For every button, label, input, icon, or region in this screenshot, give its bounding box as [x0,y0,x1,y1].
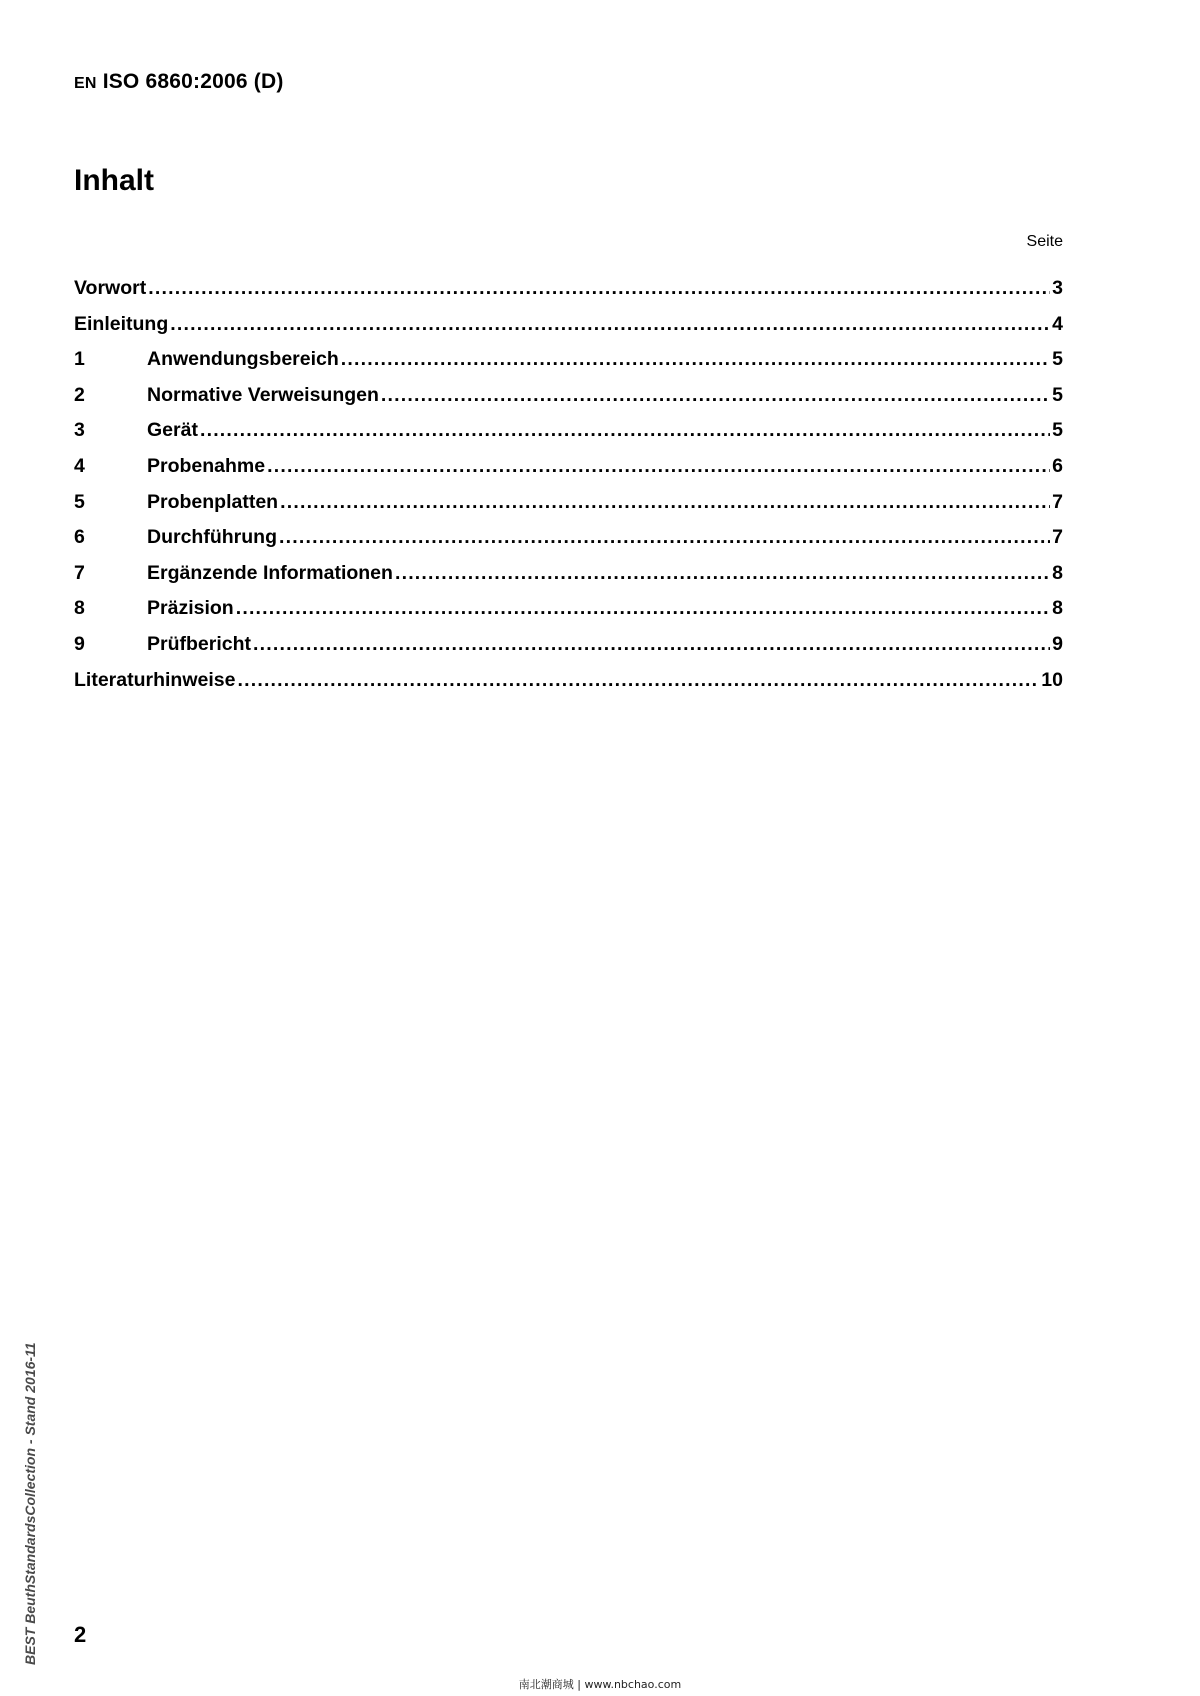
toc-entry[interactable] [74,449,1063,485]
toc-entry-number: 9 [74,632,85,655]
toc-entry-page: 7 [1052,490,1063,513]
toc-entry-label: Vorwort [74,277,147,299]
toc-entry-page: 8 [1052,597,1063,620]
toc-entry-label: Literaturhinweise [74,668,236,691]
toc-dot-leader [395,556,1050,592]
toc-entry-number: 1 [74,348,85,371]
toc-entry[interactable] [74,663,1063,699]
toc-entry-label: Probenplatten [147,490,279,513]
toc-entry-label: Probenahme [147,454,266,477]
toc-entry-label: Durchführung [147,526,277,549]
toc-dot-leader [381,378,1050,414]
document-header [74,70,284,94]
toc-entry-page: 9 [1052,632,1063,655]
toc-dot-leader [280,485,1050,521]
toc-dot-leader [341,342,1050,378]
toc-title: Inhalt [74,164,154,197]
toc-entry[interactable] [74,307,1063,343]
header-standard: ISO 6860:2006 (D) [102,70,284,93]
toc-entry[interactable] [74,342,1063,378]
header-prefix: EN [74,75,97,92]
toc-entry-page: 5 [1052,383,1063,406]
toc-dot-leader [200,413,1050,449]
toc-entry[interactable] [74,413,1063,449]
toc-entry-page: 6 [1052,454,1063,477]
page-column-label: Seite [1026,233,1063,250]
toc-dot-leader [236,591,1050,627]
toc-entry-page: 10 [1041,668,1063,691]
toc-entry-label: Präzision [147,597,234,620]
toc-entry-label: Prüfbericht [147,632,252,655]
toc-entry-label: Anwendungsbereich [147,348,339,371]
toc-dot-leader [237,663,1039,699]
page-number: 2 [74,1622,87,1647]
toc-entry-page: 4 [1052,312,1063,335]
toc-dot-leader [253,627,1050,663]
toc-entry[interactable] [74,485,1063,521]
toc-dot-leader [279,520,1050,556]
collection-watermark: BEST BeuthStandardsCollection - Stand 2016-11 [22,1342,38,1665]
toc-entry-label: Einleitung [74,312,169,335]
toc-entry-label: Gerät [147,419,198,442]
toc-entry-number: 3 [74,419,85,442]
toc-dot-leader [267,449,1050,485]
toc-entry-number: 7 [74,561,85,584]
toc-entry[interactable] [74,556,1063,592]
toc-entry[interactable] [74,591,1063,627]
table-of-contents [74,271,1063,698]
toc-dot-leader [148,271,1050,307]
toc-entry-page: 5 [1052,419,1063,442]
toc-entry-page: 3 [1052,277,1063,299]
toc-entry[interactable] [74,627,1063,663]
toc-entry-label: Normative Verweisungen [147,383,379,406]
toc-entry-label: Ergänzende Informationen [147,561,393,584]
toc-entry-page: 8 [1052,561,1063,584]
toc-entry[interactable] [74,378,1063,414]
toc-entry-page: 7 [1052,526,1063,549]
toc-entry[interactable] [74,271,1063,307]
toc-dot-leader [170,307,1050,343]
toc-entry-number: 5 [74,490,85,513]
toc-entry[interactable] [74,520,1063,556]
site-footer-note: 南北潮商城 | www.nbchao.com [518,1678,682,1691]
toc-entry-number: 4 [74,454,85,477]
toc-entry-number: 2 [74,383,85,406]
toc-entry-page: 5 [1052,348,1063,371]
toc-entry-number: 6 [74,526,85,549]
toc-entry-number: 8 [74,597,85,620]
